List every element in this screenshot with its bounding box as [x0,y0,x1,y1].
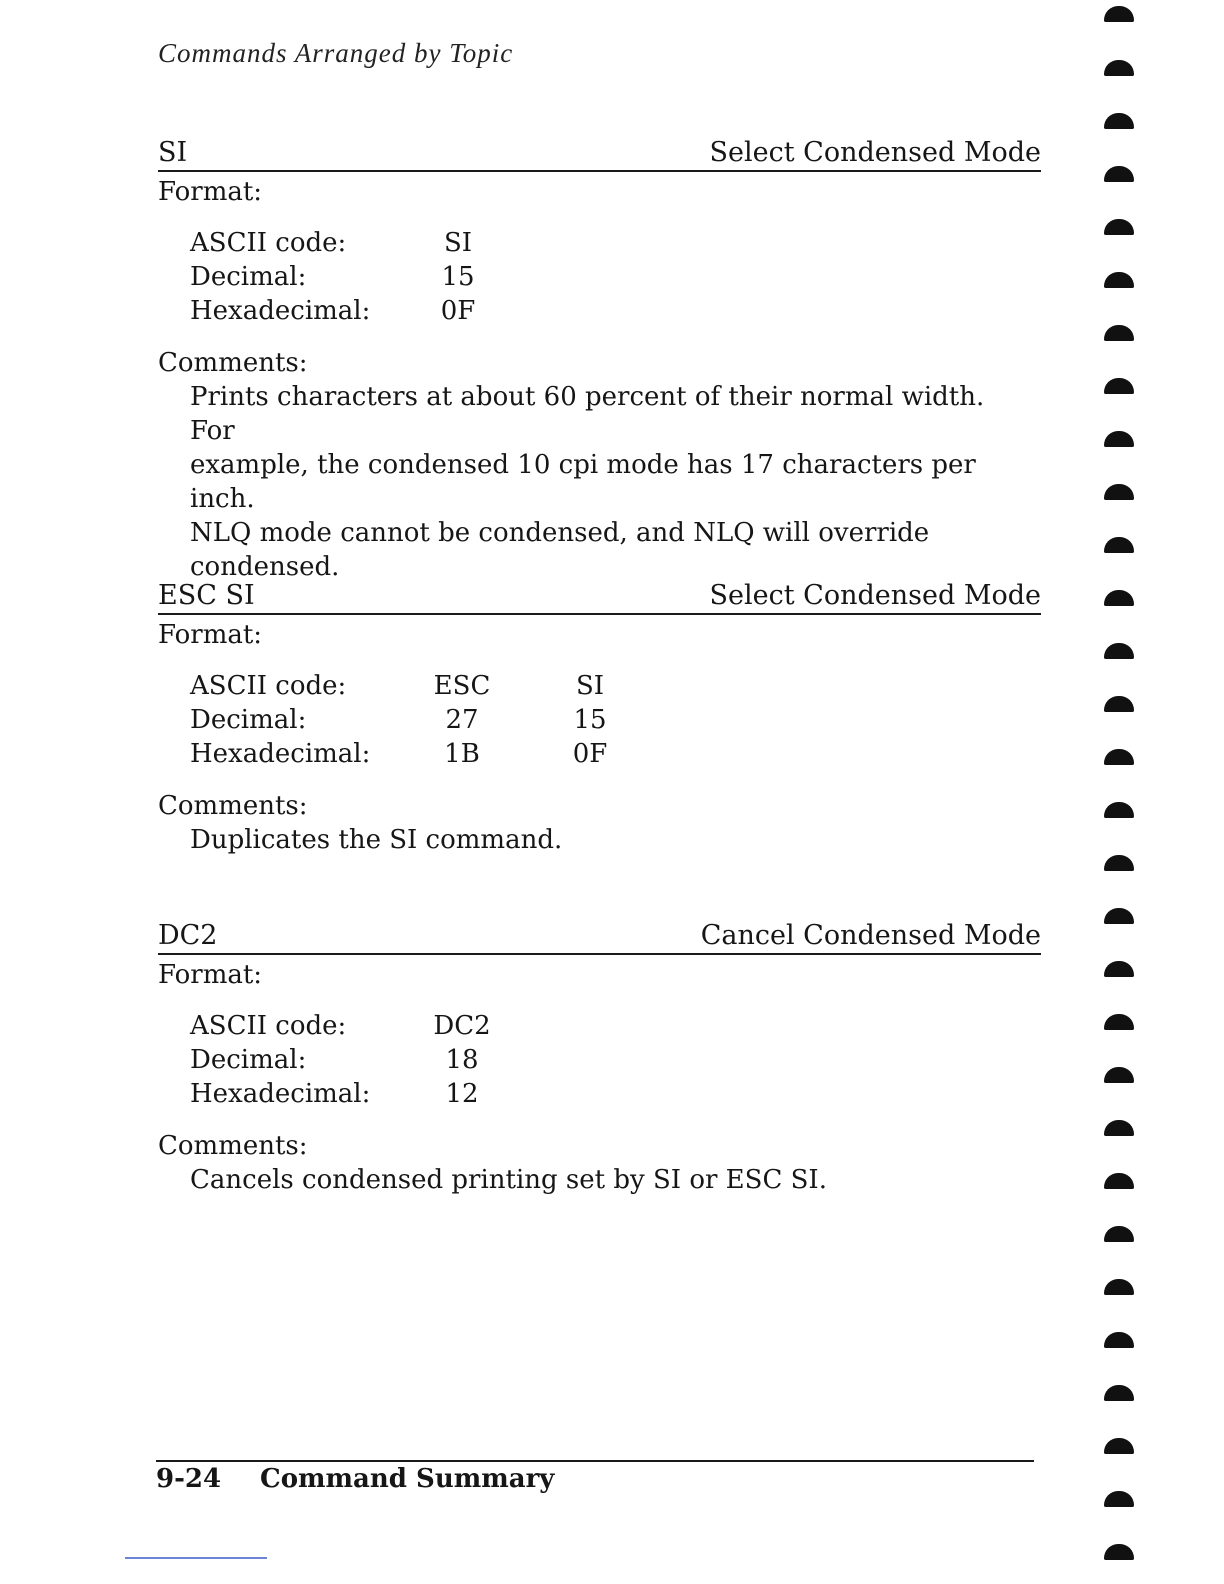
page-footer [156,1460,1034,1496]
binding-hole-icon [1104,113,1134,129]
binding-hole-icon [1104,60,1134,76]
binding-hole-icon [1104,431,1134,447]
binding-hole-icon [1104,537,1134,553]
row-value: 12 [445,1079,479,1109]
row-label: ASCII code: [190,1011,347,1041]
format-row-decimal [190,260,1041,294]
binding-hole-icon [1104,1332,1134,1348]
comment-line: example, the condensed 10 cpi mode has 17 characters per inch. [190,450,976,514]
row-value: 0F [440,296,476,326]
binding-hole-icon [1104,1014,1134,1030]
binding-hole-icon [1104,908,1134,924]
spiral-binding [1100,0,1140,1584]
binding-hole-icon [1104,643,1134,659]
command-title: Select Condensed Mode [709,580,1041,611]
binding-hole-icon [1104,749,1134,765]
row-label: Decimal: [190,1045,307,1075]
binding-hole-icon [1104,6,1134,22]
binding-hole-icon [1104,961,1134,977]
comment-line: condensed. [190,552,340,582]
command-code: DC2 [158,920,218,951]
row-value: 15 [573,705,607,735]
binding-hole-icon [1104,325,1134,341]
command-section-si [158,136,1041,584]
page-number: 9-24 [156,1464,222,1494]
row-label: Hexadecimal: [190,296,371,326]
binding-hole-icon [1104,1067,1134,1083]
comment-text [190,1163,1030,1197]
comment-line: Cancels condensed printing set by SI or ESC SI. [190,1165,827,1195]
row-value: SI [443,228,473,258]
format-table [190,669,1041,771]
format-row-decimal [190,1043,1041,1077]
comment-line: Duplicates the SI command. [190,825,563,855]
binding-hole-icon [1104,590,1134,606]
format-row-ascii [190,1009,1041,1043]
command-code: ESC SI [158,580,255,611]
row-value: ESC [433,671,491,701]
binding-hole-icon [1104,1544,1134,1560]
comments-label: Comments: [158,791,308,821]
format-row-ascii [190,669,1041,703]
binding-hole-icon [1104,1385,1134,1401]
row-label: Decimal: [190,262,307,292]
binding-hole-icon [1104,219,1134,235]
comments-label: Comments: [158,348,308,378]
row-value: 18 [445,1045,479,1075]
binding-hole-icon [1104,378,1134,394]
format-row-decimal [190,703,1041,737]
format-row-hex [190,294,1041,328]
format-table [190,226,1041,328]
binding-hole-icon [1104,1173,1134,1189]
format-row-ascii [190,226,1041,260]
format-label: Format: [158,177,263,207]
section-header [158,136,1041,172]
comment-text [190,823,1030,857]
row-label: Hexadecimal: [190,739,371,769]
command-section-dc2 [158,919,1041,1197]
binding-hole-icon [1104,1226,1134,1242]
comment-text [190,380,1030,584]
binding-hole-icon [1104,1438,1134,1454]
binding-hole-icon [1104,696,1134,712]
command-title: Cancel Condensed Mode [700,920,1041,951]
row-label: Hexadecimal: [190,1079,371,1109]
comment-line: Prints characters at about 60 percent of their normal width. For [190,382,985,446]
row-label: ASCII code: [190,228,347,258]
binding-hole-icon [1104,166,1134,182]
command-title: Select Condensed Mode [709,137,1041,168]
comment-line: NLQ mode cannot be condensed, and NLQ will override [190,518,930,548]
format-label: Format: [158,960,263,990]
chapter-title: Command Summary [260,1464,555,1494]
format-row-hex [190,1077,1041,1111]
row-value: 27 [445,705,479,735]
format-table [190,1009,1041,1111]
command-section-esc-si [158,579,1041,857]
row-value: 15 [441,262,475,292]
scan-edge-line [125,1557,267,1559]
binding-hole-icon [1104,1279,1134,1295]
binding-hole-icon [1104,272,1134,288]
binding-hole-icon [1104,484,1134,500]
binding-hole-icon [1104,855,1134,871]
section-header [158,919,1041,955]
comments-label: Comments: [158,1131,308,1161]
running-head: Commands Arranged by Topic [158,38,514,68]
format-row-hex [190,737,1041,771]
binding-hole-icon [1104,1491,1134,1507]
row-value: 1B [444,739,480,769]
format-label: Format: [158,620,263,650]
row-value: 0F [572,739,608,769]
binding-hole-icon [1104,802,1134,818]
command-code: SI [158,137,188,168]
row-label: ASCII code: [190,671,347,701]
section-header [158,579,1041,615]
binding-hole-icon [1104,1120,1134,1136]
row-label: Decimal: [190,705,307,735]
row-value: DC2 [433,1011,491,1041]
row-value: SI [575,671,605,701]
